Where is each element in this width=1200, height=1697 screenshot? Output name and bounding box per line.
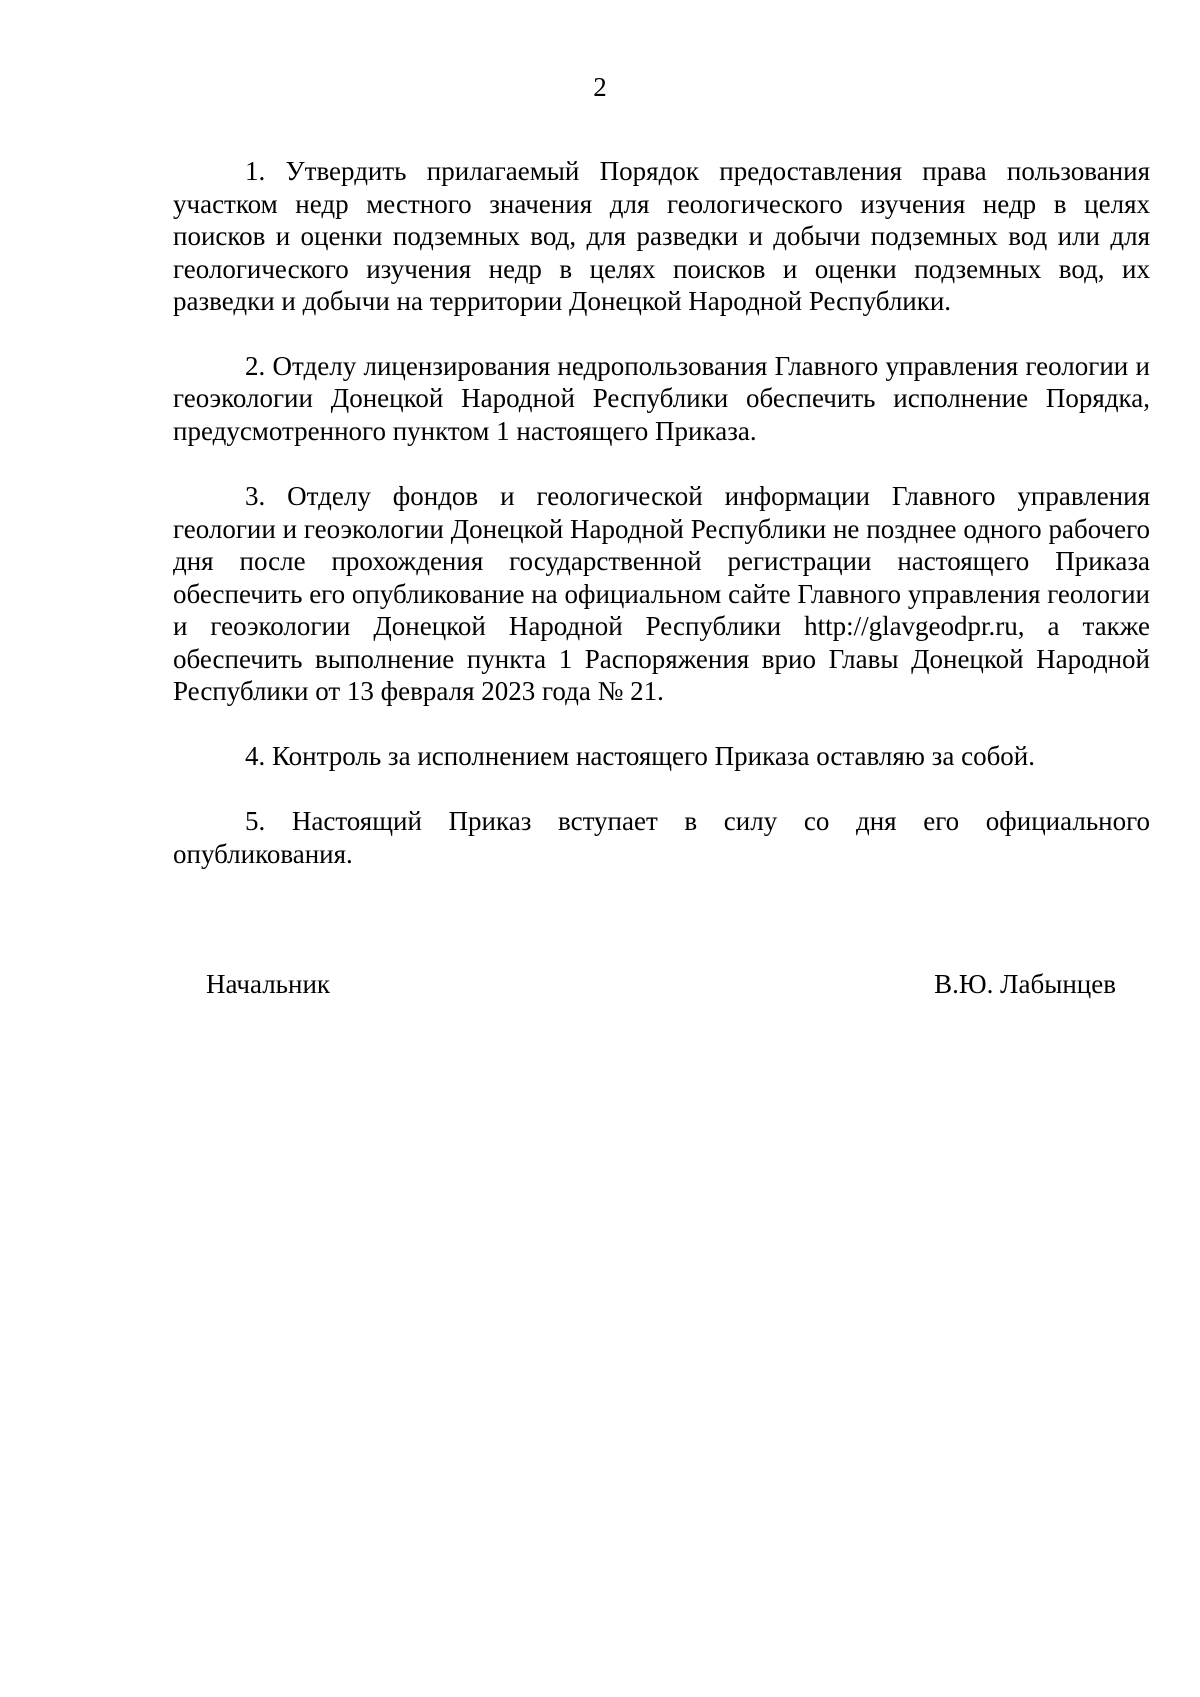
paragraph-1: 1. Утвердить прилагаемый Порядок предоставления права пользования участком недр местного значения для геологического изучения недр в целях поисков и оценки подземных вод, для разведки и добычи подземных вод или для геологического изучения недр в целях поисков и оценки подземных вод, их разведки и добычи на территории Донецкой Народной Республики. — [173, 156, 1150, 316]
paragraph-5: 5. Настоящий Приказ вступает в силу со дня его официального опубликования. — [173, 806, 1150, 869]
signature-block — [206, 968, 1116, 1000]
paragraph-3: 3. Отделу фондов и геологической информации Главного управления геологии и геоэкологии Донецкой Народной Республики не позднее одного рабочего дня после прохождения государственной регистрации настоящего Приказа обеспечить его опубликование на официальном сайте Главного управления геологии и геоэкологии Донецкой Народной Республики http://glavgeodpr.ru, а также обеспечить выполнение пункта 1 Распоряжения врио Главы Донецкой Народной Республики от 13 февраля 2023 года № 21. — [173, 481, 1150, 706]
signatory-name: В.Ю. Лабынцев — [934, 969, 1116, 999]
signatory-position: Начальник — [206, 969, 331, 999]
page-number: 2 — [593, 72, 607, 102]
document-body — [173, 155, 1150, 902]
paragraph-2: 2. Отделу лицензирования недропользования Главного управления геологии и геоэкологии Донецкой Народной Республики обеспечить исполнение Порядка, предусмотренного пунктом 1 настоящего Приказа. — [173, 350, 1150, 446]
paragraph-4: 4. Контроль за исполнением настоящего Приказа оставляю за собой. — [245, 740, 1036, 771]
